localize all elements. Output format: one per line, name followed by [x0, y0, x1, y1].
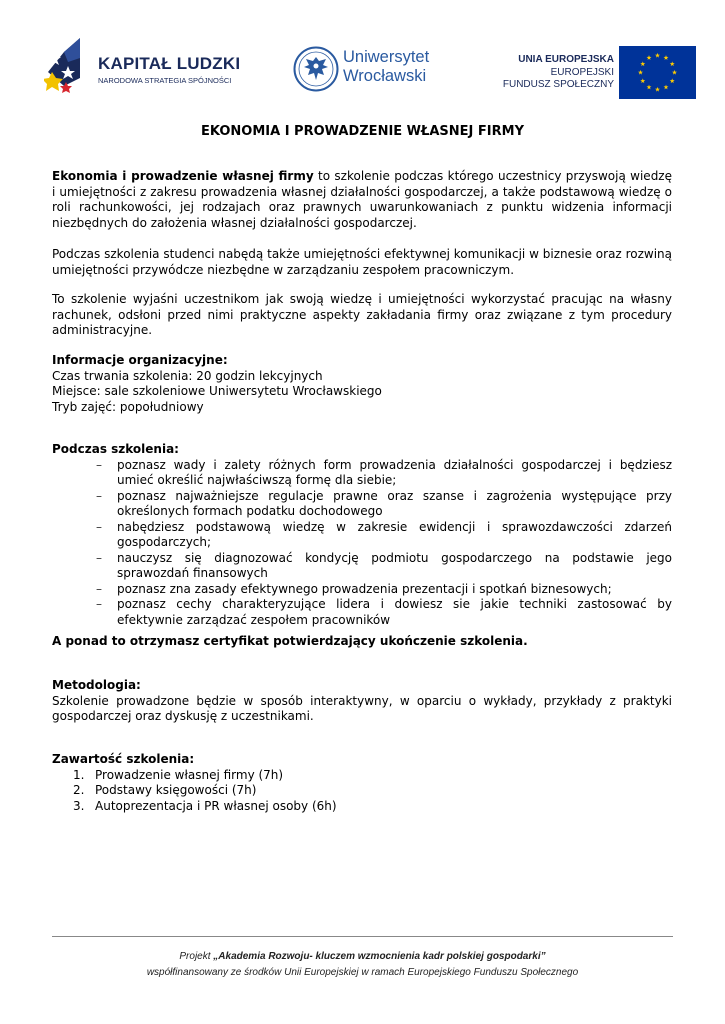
kapital-ludzki-logo — [44, 38, 244, 100]
list-item-label: Prowadzenie własnej firmy (7h) — [95, 767, 284, 782]
paragraph-practical: To szkolenie wyjaśni uczestnikom jak swoją wiedzę i umiejętności wykorzystać pracując na własny rachunek, odsłoni przed nimi praktyczne aspekty zakładania firmy oraz związane z tym procedury administracyjne. — [52, 292, 672, 337]
footer-prefix: Projekt — [179, 951, 214, 962]
list-item: – poznasz wady i zalety różnych form prowadzenia działalności gospodarczej i będziesz umieć określić najwłaściwszą formę dla siebie; — [52, 458, 672, 489]
paragraph-communication: Podczas szkolenia studenci nabędą także umiejętności efektywnej komunikacji w biznesie oraz rozwiną umiejętności przywódcze niezbędne w zarządzaniu zespołem pracowniczym. — [52, 247, 672, 277]
eu-line3: FUNDUSZ SPOŁECZNY — [502, 79, 614, 90]
kapital-ludzki-mark-icon — [44, 38, 84, 100]
university-name — [343, 48, 429, 86]
uniwersytet-wroclawski-logo — [293, 46, 443, 96]
eu-line1: UNIA EUROPEJSKA — [518, 54, 614, 65]
list-item: – poznasz zna zasady efektywnego prowadzenia prezentacji i spotkań biznesowych; — [52, 582, 672, 598]
kapital-ludzki-subtitle: NARODOWA STRATEGIA SPÓJNOŚCI — [98, 76, 232, 85]
footer-divider — [52, 936, 673, 937]
footer-line1 — [0, 950, 725, 964]
org-mode: Tryb zajęć: popołudniowy — [52, 399, 204, 414]
org-duration: Czas trwania szkolenia: 20 godzin lekcyjnych — [52, 368, 323, 383]
list-item: – poznasz cechy charakteryzujące lidera i dowiesz sie jakie techniki zastosować by efektywnie zarządzać zespołem pracowników — [52, 597, 672, 628]
content-section — [52, 752, 672, 814]
university-name-line2: Wrocławski — [343, 67, 427, 85]
org-heading: Informacje organizacyjne: — [52, 353, 228, 367]
list-item-number: 1. — [73, 767, 85, 782]
certificate-note: A ponad to otrzymasz certyfikat potwierdzający ukończenie szkolenia. — [52, 634, 528, 648]
university-name-line1: Uniwersytet — [343, 48, 430, 66]
list-item-number: 2. — [73, 783, 85, 797]
intro-paragraph — [52, 169, 672, 231]
intro-rest: to szkolenie podczas którego uczestnicy przyswoją wiedzę i umiejętności z zakresu prowadzenia własnej działalności gospodarczej, a także podstawową wiedzę o roli rachunkowości, jej rodzajach oraz prawnych uwarunkowaniach z punktu widzenia informacji niezbędnych do założenia własnej działalności gospodarczej. — [52, 169, 672, 230]
org-place: Miejsce: sale szkoleniowe Uniwersytetu Wrocławskiego — [52, 384, 382, 398]
list-item-number: 3. — [73, 798, 85, 813]
content-heading: Zawartość szkolenia: — [52, 752, 195, 766]
eu-line2: EUROPEJSKI — [550, 66, 614, 78]
list-item — [52, 799, 672, 815]
intro-bold-lead: Ekonomia i prowadzenie własnej firmy — [52, 169, 314, 183]
content-list — [52, 768, 672, 815]
method-heading: Metodologia: — [52, 678, 141, 692]
list-item-label: Autoprezentacja i PR własnej osoby (6h) — [95, 798, 337, 813]
during-training-section — [52, 442, 672, 628]
organizational-info — [52, 353, 672, 415]
during-list — [52, 458, 672, 629]
during-heading: Podczas szkolenia: — [52, 442, 179, 456]
eu-efs-logo — [496, 46, 696, 102]
document-title: EKONOMIA I PROWADZENIE WŁASNEJ FIRMY — [200, 124, 524, 139]
list-item — [52, 783, 672, 799]
eu-text — [503, 54, 614, 92]
method-text: Szkolenie prowadzone będzie w sposób interaktywny, w oparciu o wykłady, przykłady z praktyki gospodarczej oraz dyskusję z uczestnikami. — [52, 693, 672, 723]
list-item — [52, 768, 672, 784]
eu-flag-icon — [619, 46, 696, 99]
footer-project-name: „Akademia Rozwoju- kluczem wzmocnienia kadr polskiej gospodarki” — [213, 951, 546, 962]
list-item: – nabędziesz podstawową wiedzę w zakresie ewidencji i sprawozdawczości zdarzeń gospodarczych; — [52, 520, 672, 551]
list-item: – poznasz najważniejsze regulacje prawne oraz szanse i zagrożenia występujące przy określonych formach podatku dochodowego — [52, 489, 672, 520]
kapital-ludzki-title: KAPITAŁ LUDZKI — [98, 54, 241, 73]
list-item: – nauczysz się diagnozować kondycję podmiotu gospodarczego na podstawie jego sprawozdań finansowych — [52, 551, 672, 582]
footer-line2: współfinansowany ze środków Unii Europejskiej w ramach Europejskiego Funduszu Społecznego — [146, 967, 579, 978]
methodology-section — [52, 678, 672, 725]
list-item-label: Podstawy księgowości (7h) — [95, 783, 257, 797]
university-eagle-seal-icon — [293, 46, 339, 92]
